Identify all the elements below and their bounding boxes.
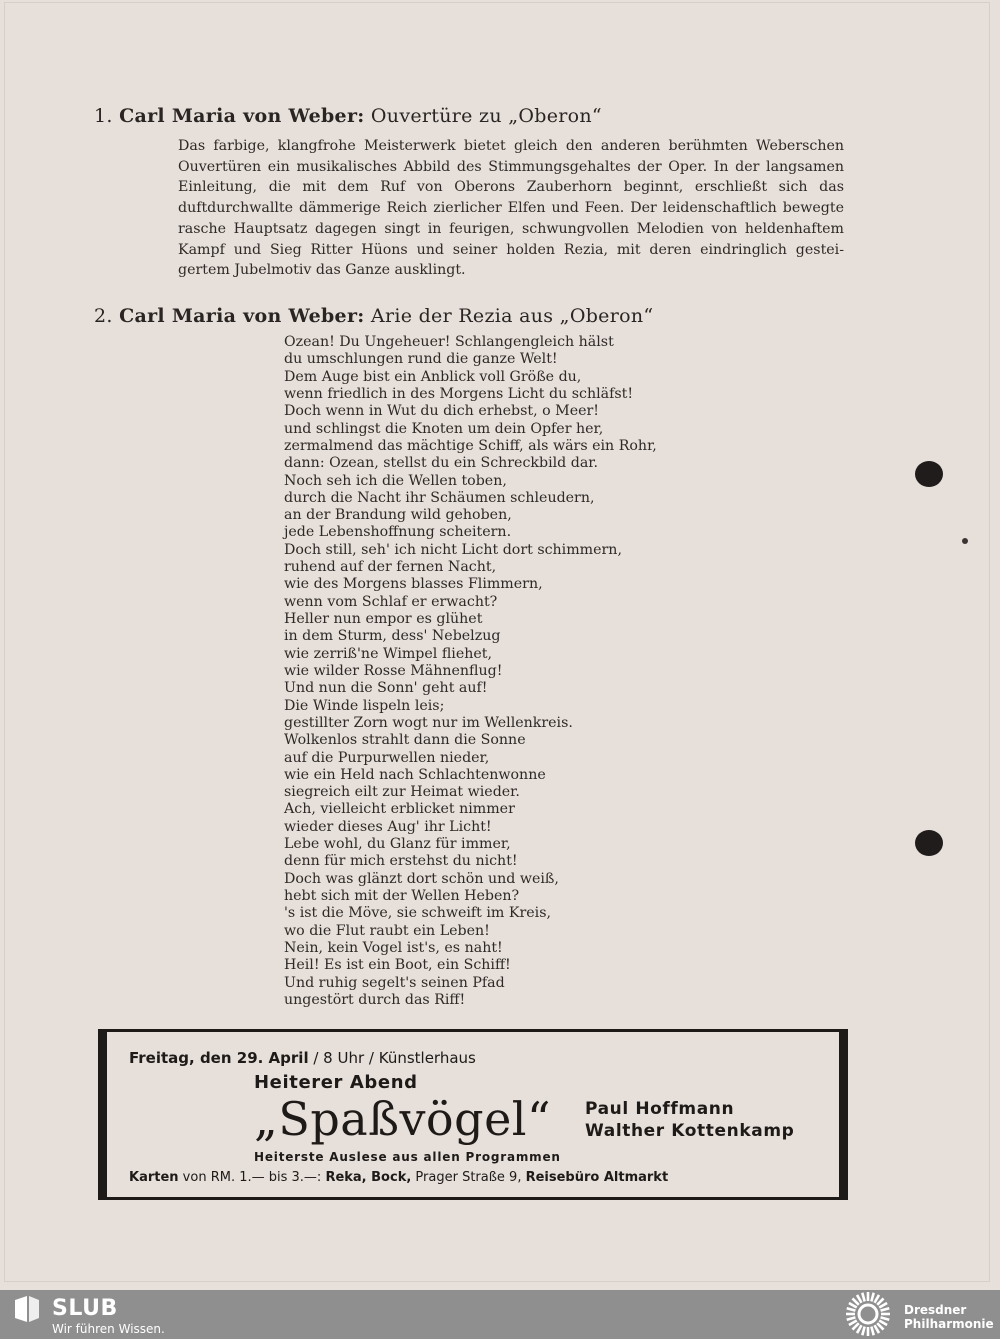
logo-ray	[870, 1292, 875, 1301]
lyric-line: in dem Sturm, dess' Nebelzug	[284, 628, 501, 645]
aria-lyrics	[284, 334, 657, 1009]
section-1-number: 1.	[94, 105, 113, 127]
lyric-line: Nein, kein Vogel ist's, es naht!	[284, 939, 503, 956]
lyric-line: Und nun die Sonn' geht auf!	[284, 680, 488, 697]
logo-ray	[870, 1326, 875, 1335]
description-line: Ouvertüren ein musikalisches Abbild des Stimmungsgehaltes der Oper. In der langsamen	[178, 158, 844, 175]
footer-bar	[0, 1290, 1000, 1339]
lyric-line: wie wilder Rosse Mähnenflug!	[284, 662, 503, 679]
lyric-line: und schlingst die Knoten um dein Opfer her,	[284, 420, 604, 437]
lyric-line: Heller nun empor es glühet	[284, 611, 483, 627]
ticket-address: Prager Straße 9,	[411, 1170, 526, 1185]
description-line: rasche Hauptsatz dagegen singt in feurigen, schwungvollen Melodien von heldenhaftem	[178, 220, 844, 237]
lyric-line: wenn friedlich in des Morgens Licht du schläfst!	[284, 385, 634, 402]
punch-hole-upper	[915, 461, 943, 487]
ticket-info	[129, 1170, 668, 1185]
description-line: Einleitung, die mit dem Ruf von Oberons Zauberhorn beginnt, erschließt sich das	[178, 179, 844, 196]
lyric-line: Heil! Es ist ein Boot, ein Schiff!	[284, 957, 511, 974]
logo-ray	[846, 1316, 855, 1321]
event-date: Freitag, den 29. April	[129, 1049, 309, 1067]
speck	[962, 538, 968, 544]
lyric-line: 's ist die Möve, sie schweift im Kreis,	[284, 905, 551, 922]
section-1-work: Ouvertüre zu „Oberon“	[370, 105, 602, 127]
lyric-line: wie des Morgens blasses Flimmern,	[284, 576, 543, 593]
philharmonie-logo-icon[interactable]	[842, 1290, 894, 1339]
show-subtitle: Heiterste Auslese aus allen Programmen	[254, 1150, 561, 1164]
ticket-vendor-2: Reisebüro Altmarkt	[525, 1170, 669, 1185]
lyric-line: dann: Ozean, stellst du ein Schreckbild dar.	[284, 455, 599, 472]
lyric-line: Die Winde lispeln leis;	[284, 697, 445, 714]
lyric-line: du umschlungen rund die ganze Welt!	[284, 351, 558, 368]
lyric-line: gestillter Zorn wogt nur im Wellenkreis.	[284, 714, 573, 731]
logo-ray	[880, 1307, 889, 1312]
section-2-work: Arie der Rezia aus „Oberon“	[370, 305, 654, 327]
lyric-line: ungestört durch das Riff!	[284, 991, 466, 1008]
lyric-line: wo die Flut raubt ein Leben!	[284, 922, 490, 939]
section-1-heading	[94, 105, 602, 127]
logo-ray	[846, 1313, 855, 1316]
lyric-line: an der Brandung wild gehoben,	[284, 507, 512, 524]
slub-logo-icon[interactable]	[12, 1294, 42, 1324]
description-line: Kampf und Sieg Ritter Hüons und seiner holden Rezia, mit deren eindringlich gestei-	[178, 241, 844, 258]
lyric-line: Lebe wohl, du Glanz für immer,	[284, 836, 511, 853]
lyric-line: wie ein Held nach Schlachtenwonne	[284, 766, 546, 783]
lyric-line: Doch was glänzt dort schön und weiß,	[284, 870, 559, 887]
performer-1: Paul Hoffmann	[585, 1099, 735, 1119]
lyric-line: auf die Purpurwellen nieder,	[284, 749, 490, 766]
show-name: „Spaßvögel“	[254, 1092, 552, 1146]
lyric-line: Ozean! Du Ungeheuer! Schlangengleich hälst	[284, 334, 614, 350]
section-2-heading	[94, 305, 653, 327]
lyric-line: hebt sich mit der Wellen Heben?	[284, 888, 520, 904]
section-1-composer: Carl Maria von Weber:	[119, 105, 365, 127]
lyric-line: denn für mich erstehst du nicht!	[284, 853, 518, 870]
lyric-line: zermalmend das mächtige Schiff, als wärs ein Rohr,	[284, 437, 657, 454]
performers	[585, 1098, 794, 1142]
philharmonie-name[interactable]	[904, 1303, 994, 1331]
lyric-line: Doch wenn in Wut du dich erhebst, o Meer!	[284, 403, 599, 420]
event-time-venue: / 8 Uhr / Künstlerhaus	[308, 1049, 476, 1067]
description-line: Das farbige, klangfrohe Meisterwerk bietet gleich den anderen berühmten Weberschen	[178, 138, 844, 154]
philharmonie-name-line-1: Dresdner	[904, 1303, 967, 1317]
lyric-line: Doch still, seh' ich nicht Licht dort schimmern,	[284, 541, 622, 558]
logo-ray	[880, 1316, 889, 1321]
section-2-composer: Carl Maria von Weber:	[119, 305, 365, 327]
lyric-line: Noch seh ich die Wellen toben,	[284, 472, 507, 489]
logo-ray	[881, 1313, 890, 1316]
logo-ray	[846, 1307, 855, 1312]
lyric-line: Und ruhig segelt's seinen Pfad	[284, 974, 505, 991]
lyric-line: ruhend auf der fernen Nacht,	[284, 559, 497, 576]
tickets-label: Karten	[129, 1170, 179, 1185]
slub-name[interactable]: SLUB	[52, 1296, 118, 1321]
lyric-line: Wolkenlos strahlt dann die Sonne	[284, 732, 526, 749]
logo-ray	[861, 1292, 866, 1301]
performer-2: Walther Kottenkamp	[585, 1121, 795, 1141]
lyric-line: durch die Nacht ihr Schäumen schleudern,	[284, 489, 595, 506]
logo-ray	[867, 1327, 870, 1336]
lyric-line: siegreich eilt zur Heimat wieder.	[284, 784, 520, 801]
slub-tagline: Wir führen Wissen.	[52, 1322, 165, 1336]
philharmonie-name-line-2: Philharmonie	[904, 1317, 994, 1331]
event-title: Heiterer Abend	[254, 1072, 418, 1093]
ticket-prices: von RM. 1.— bis 3.—:	[178, 1170, 326, 1185]
section-1-description	[178, 136, 844, 281]
event-date-line	[129, 1049, 476, 1067]
punch-hole-lower	[915, 830, 943, 856]
section-2-number: 2.	[94, 305, 113, 327]
lyric-line: wie zerriß'ne Wimpel fliehet,	[284, 645, 492, 662]
lyric-line: wieder dieses Aug' ihr Licht!	[284, 818, 492, 835]
lyric-line: Ach, vielleicht erblicket nimmer	[284, 801, 515, 818]
event-advertisement	[98, 1029, 848, 1200]
lyric-line: wenn vom Schlaf er erwacht?	[284, 593, 498, 610]
lyric-line: Dem Auge bist ein Anblick voll Größe du,	[284, 368, 582, 385]
ticket-vendor-1: Reka, Bock,	[325, 1170, 412, 1185]
lyric-line: jede Lebenshoffnung scheitern.	[284, 524, 512, 541]
description-line: gertem Jubelmotiv das Ganze ausklingt.	[178, 262, 466, 279]
description-line: duftdurchwallte dämmerige Reich zierlicher Elfen und Feen. Der leidenschaftlich bewegte	[178, 200, 844, 217]
logo-ray	[861, 1326, 866, 1335]
logo-ray	[867, 1292, 870, 1301]
